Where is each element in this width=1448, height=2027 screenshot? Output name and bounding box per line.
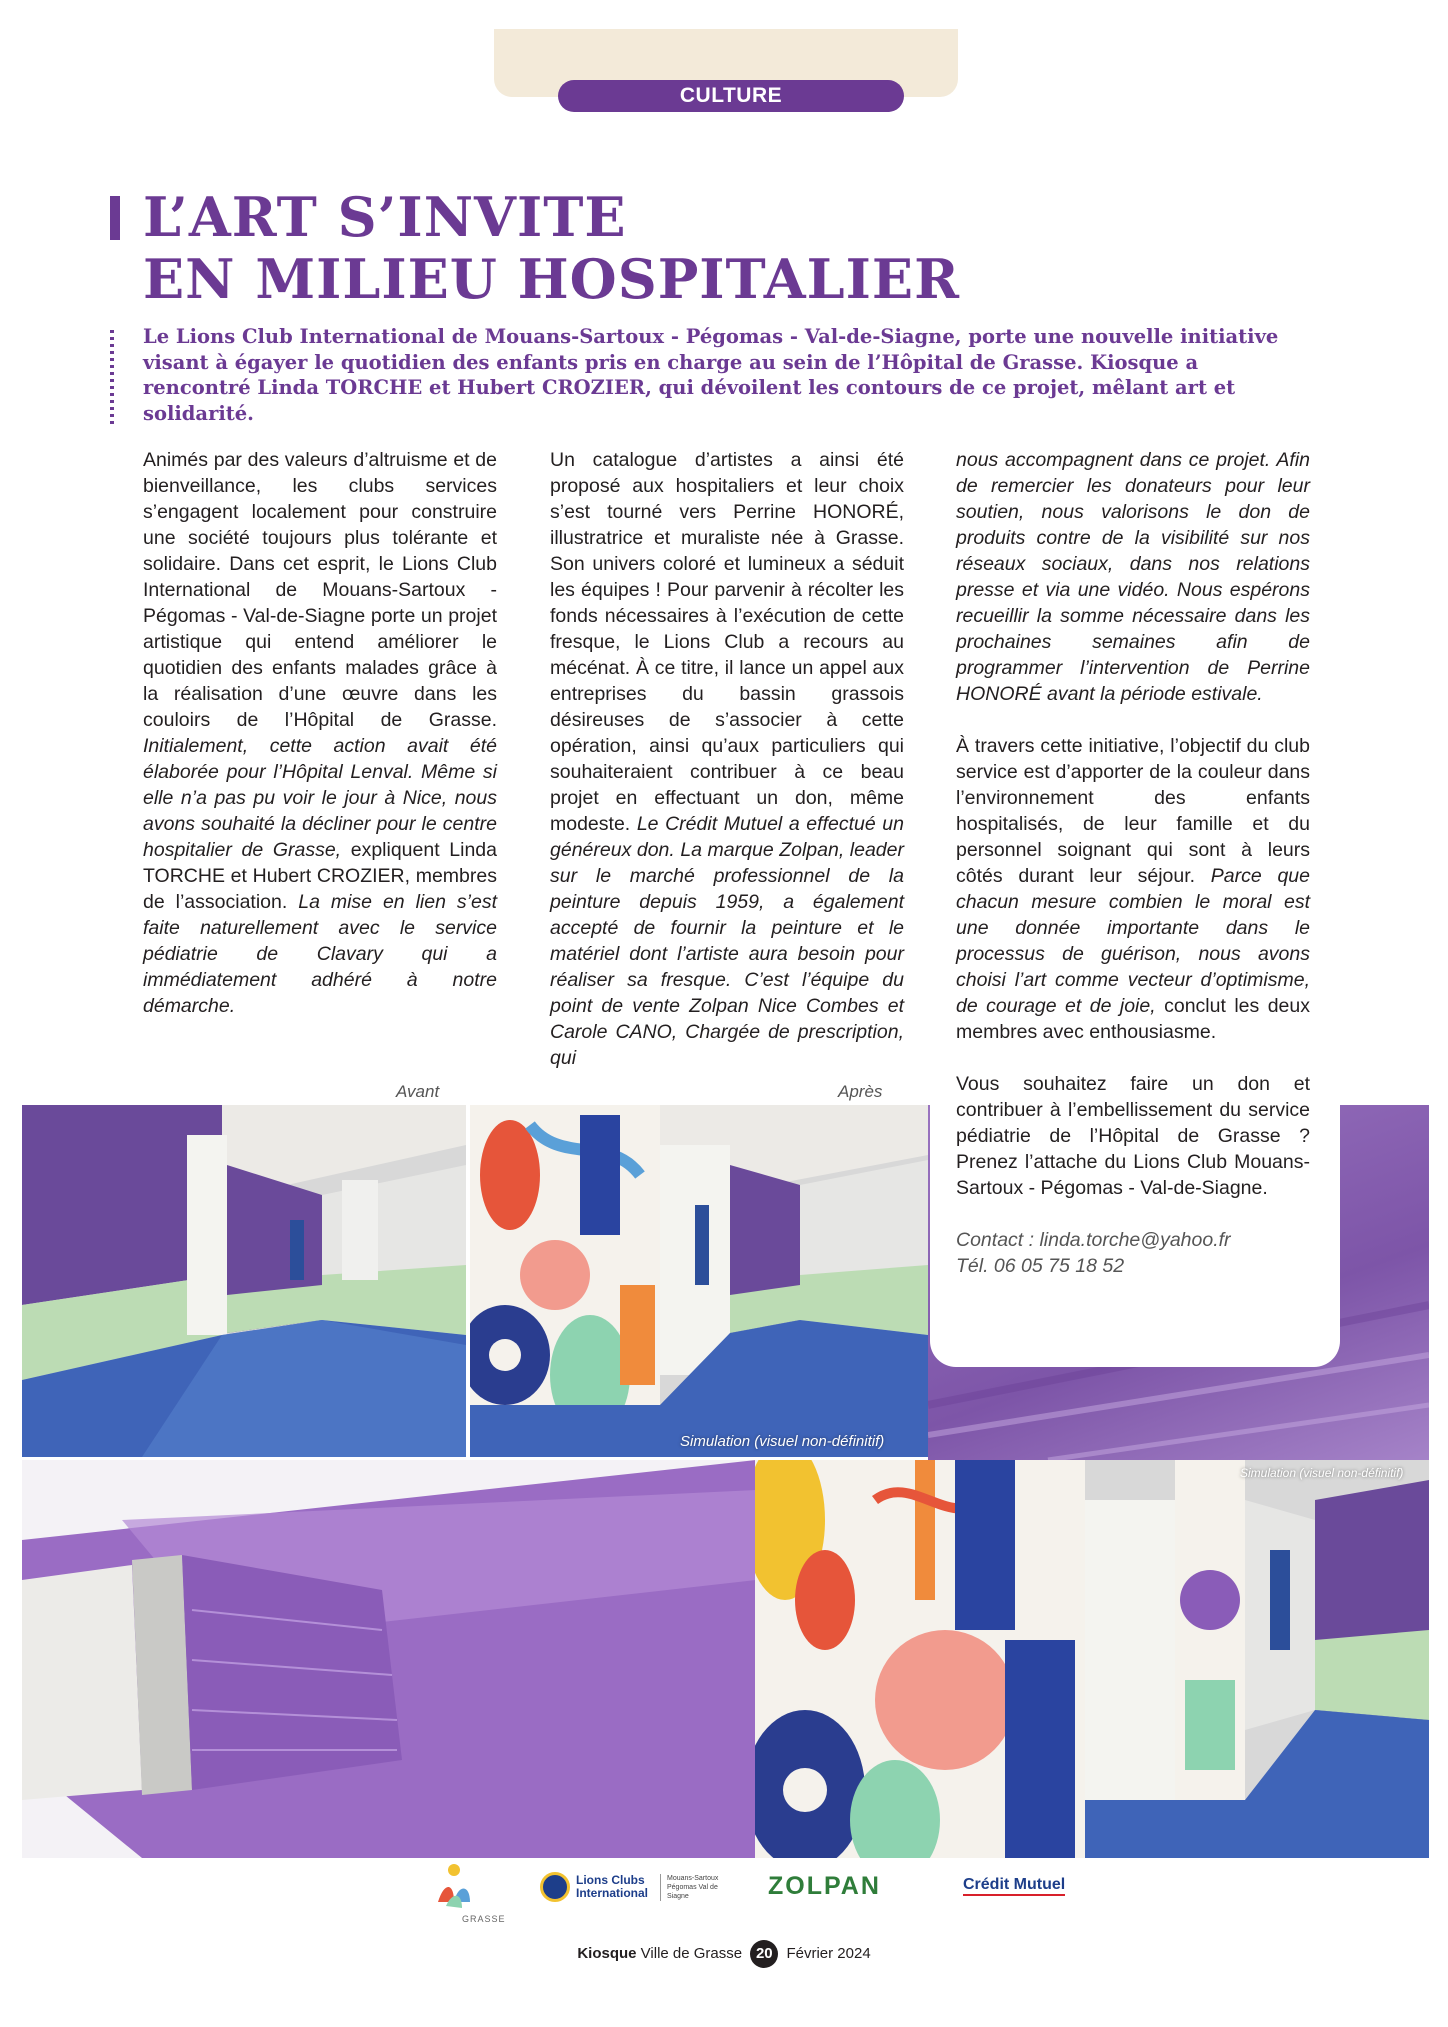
zolpan-logo: ZOLPAN [768,1872,881,1900]
title-marker [110,196,120,240]
page-footer [0,1940,1448,1968]
quote-run: nous accompagnent dans ce projet. Afin de remercier les donateurs pour leur soutien, nous valorisons le don de produits contre de la visibilité sur nos réseaux sociaux, dans nos relations presse et via une vidéo. Nous espérons recueillir la somme nécessaire dans les prochaines semaines afin de programmer l’intervention de Perrine HONORÉ avant la période estivale. [956,449,1310,705]
hospital-logo-text: GRASSE [462,1914,506,1924]
hospital-logo [418,1862,506,1930]
title-line-1: L’ART S’INVITE [143,185,627,249]
partner-logos [0,1862,1448,1932]
photo-paintbrush [22,1460,756,1858]
contact-block [956,1227,1310,1279]
photo-before-hallway [22,1105,466,1457]
lead-marker [110,330,114,428]
text-run: expliquent Linda TORCHE et Hubert CROZIER, membres de l’association. [143,839,497,913]
lions-logo [540,1872,730,1902]
text-run: conclut les deux membres avec enthousiasme. [956,995,1310,1043]
after-caption: Après [838,1082,883,1101]
contact-email[interactable]: Contact : linda.torche@yahoo.fr [956,1229,1231,1251]
text-run: Animés par des valeurs d’altruisme et de bienveillance, les clubs services s’engagent localement pour construire une société toujours plus tolérante et solidaire. Dans cet esprit, le Lions Club International de Mouans-Sartoux - Pégomas - Val-de-Siagne porte un projet artistique qui entend améliorer le quotidien des enfants malades grâce à la réalisation d’une œuvre dans les couloirs de l’Hôpital de Grasse. [143,449,497,731]
column-3 [956,447,1310,1279]
contact-phone[interactable]: Tél. 06 05 75 18 52 [956,1255,1125,1277]
quote-run: Le Crédit Mutuel a effectué un généreux don. La marque Zolpan, leader sur le marché professionnel de la peinture depuis 1959, a également accepté de fournir la peinture et le matériel dont l’artiste aura besoin pour réaliser sa fresque. C’est l’équipe du point de vente Zolpan Nice Combes et Carole CANO, Chargée de prescription, qui [550,813,904,1069]
column-1 [143,447,497,1045]
column-2 [550,447,904,1097]
quote-run: Parce que chacun mesure combien le moral est une donnée importante dans le processus de guérison, nous avons choisi l’art comme vecteur d’optimisme, de courage et de joie, [956,865,1310,1017]
paragraph [550,447,904,1071]
paragraph [143,447,497,1019]
photo-mural-wide [755,1460,1429,1858]
text-run: Un catalogue d’artistes a ainsi été proposé aux hospitaliers et leur choix s’est tourné vers Perrine HONORÉ, illustratrice et muraliste née à Grasse. Son univers coloré et lumineux a séduit les équipes ! Pour parvenir à récolter les fonds nécessaires à l’exécution de cette fresque, le Lions Club a recours au mécénat. À ce titre, il lance un appel aux entreprises du bassin grassois désireuses de s’associer à cette opération, ainsi qu’aux particuliers qui souhaiteraient contribuer à ce beau projet en effectuant un don, même modeste. [550,449,904,835]
article-lead: Le Lions Club International de Mouans-Sartoux - Pégomas - Val-de-Siagne, porte une nouvelle initiative visant à égayer le quotidien des enfants pris en charge au sein de l’Hôpital de Grasse. Kiosque a rencontré Linda TORCHE et Hubert CROZIER, qui dévoilent les contours de ce projet, mêlant art et solidarité. [143,325,1279,425]
article-title [143,186,960,310]
lions-emblem-icon [540,1872,570,1902]
paragraph [956,733,1310,1045]
page-number: 20 [750,1940,778,1968]
text-run: À travers cette initiative, l’objectif du club service est d’apporter de la couleur dans l’environnement des enfants hospitalisés, de leur famille et du personnel soignant qui sont à leurs côtés durant leur séjour. [956,735,1310,887]
paragraph: Vous souhaitez faire un don et contribuer à l’embellissement du service pédiatrie de l’Hôpital de Grasse ? Prenez l’attache du Lions Club Mouans-Sartoux - Pégomas - Val-de-Siagne. [956,1073,1310,1199]
footer-brand: Kiosque [577,1945,637,1962]
quote-run: Initialement, cette action avait été élaborée pour l’Hôpital Lenval. Même si elle n’a pas pu voir le jour à Nice, nous avons souhaité la décliner pour le centre hospitalier de Grasse, [143,735,497,861]
simulation-caption-2: Simulation (visuel non-définitif) [1240,1466,1404,1480]
title-line-2: EN MILIEU HOSPITALIER [143,247,960,311]
paragraph [956,447,1310,707]
footer-date: Février 2024 [786,1945,871,1962]
footer-city: Ville de Grasse [640,1945,743,1962]
section-badge: CULTURE [558,80,904,112]
credit-mutuel-logo: Crédit Mutuel [963,1876,1065,1896]
before-caption: Avant [396,1082,440,1101]
simulation-caption: Simulation (visuel non-définitif) [680,1433,885,1450]
quote-run: La mise en lien s’est faite naturellement avec le service pédiatrie de Clavary qui a immédiatement adhéré à notre démarche. [143,891,497,1017]
photo-after-mural [470,1105,928,1457]
lions-name: Lions Clubs International [576,1873,649,1900]
lions-sub: Mouans-Sartoux Pégomas Val de Siagne [660,1874,730,1901]
